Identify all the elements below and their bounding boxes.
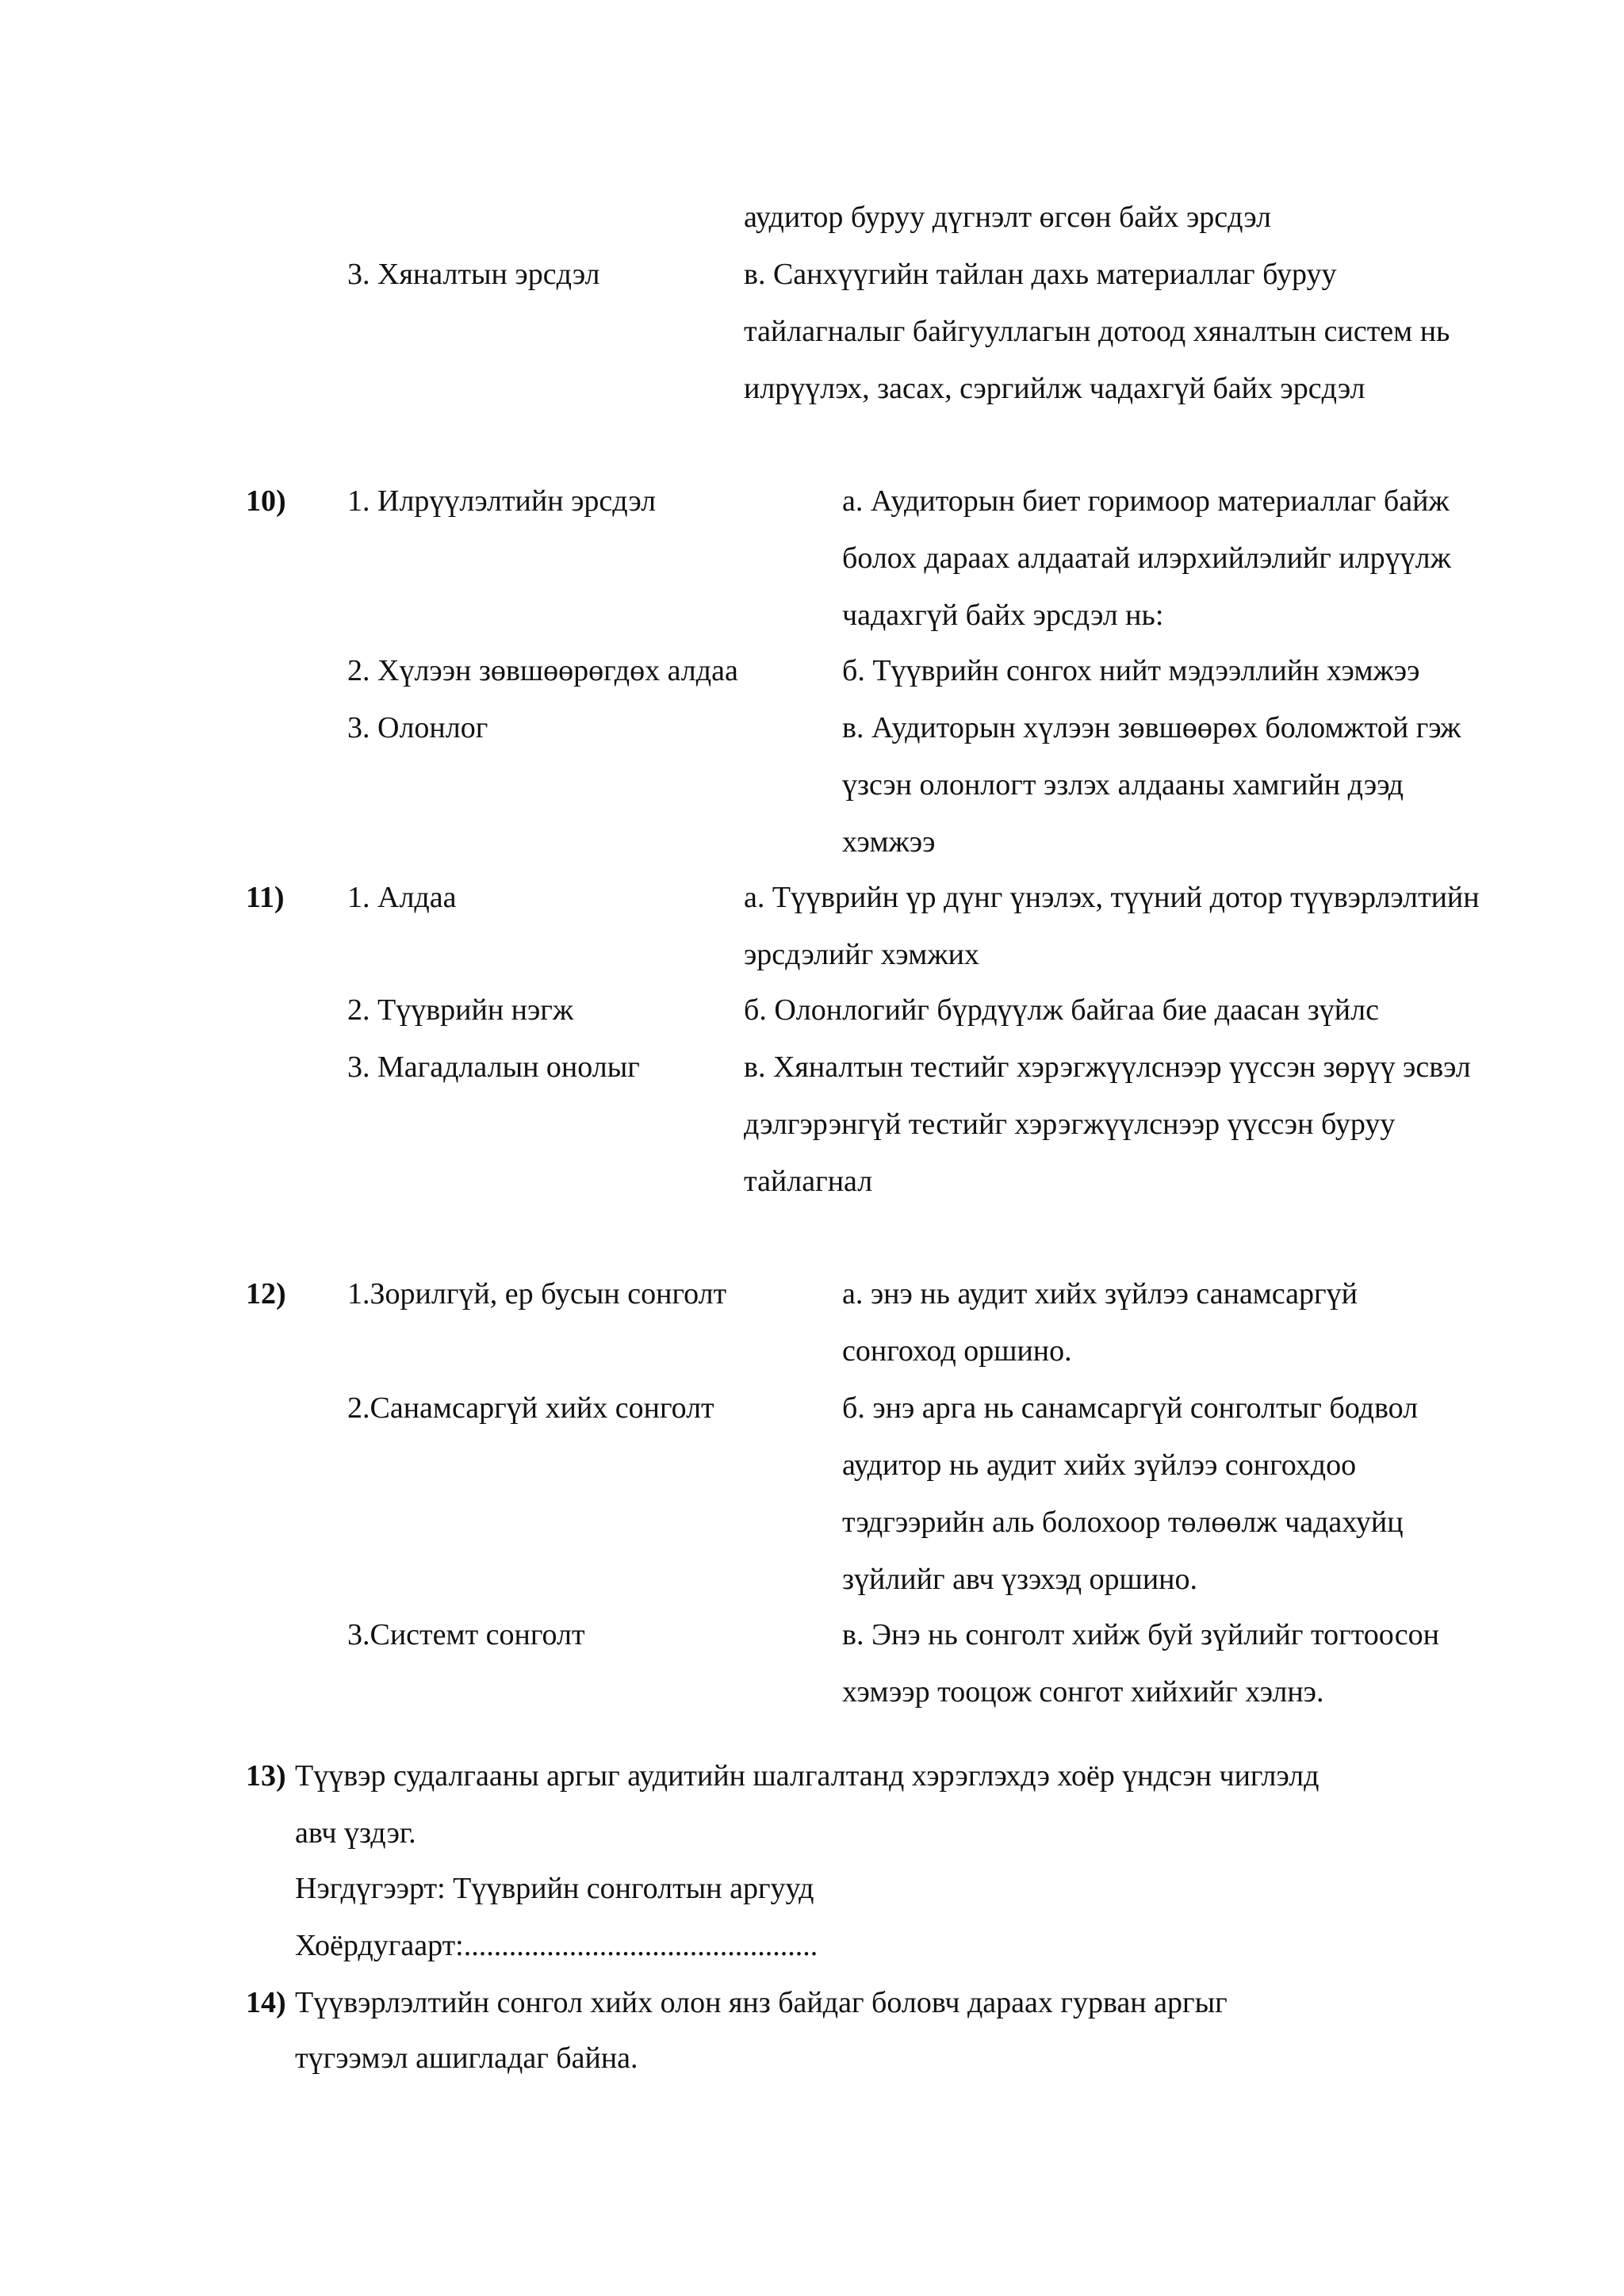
question-number: 12)	[246, 1277, 286, 1311]
item-right-line: илрүүлэх, засах, сэргийлж чадахгүй байх эрсдэл	[744, 372, 1365, 405]
item-right-line: в. Санхүүгийн тайлан дахь материаллаг буруу	[744, 258, 1337, 291]
item-right-line: в. Хяналтын тестийг хэрэгжүүлснээр үүссэн зөрүү эсвэл	[744, 1050, 1471, 1084]
item-right-line: в. Аудиторын хүлээн зөвшөөрөх боломжтой гэж	[842, 711, 1461, 744]
item-left: 3. Магадлалын онолыг	[347, 1050, 640, 1084]
item-right-line: үзсэн олонлогт эзлэх алдааны хамгийн дээд	[842, 768, 1404, 802]
paragraph-line: Түүвэр судалгааны аргыг аудитийн шалгалтанд хэрэглэхдэ хоёр үндсэн чиглэлд	[295, 1759, 1320, 1793]
item-right-line: тэдгээрийн аль болохоор төлөөлж чадахуйц	[842, 1506, 1404, 1539]
paragraph-line: түгээмэл ашигладаг байна.	[295, 2042, 638, 2075]
item-left: 3. Хяналтын эрсдэл	[347, 258, 600, 291]
paragraph-line: Нэгдүгээрт: Түүврийн сонголтын аргууд	[295, 1872, 814, 1905]
item-right-line: тайлагналыг байгууллагын дотоод хяналтын систем нь	[744, 315, 1450, 348]
item-left: 3.Системт сонголт	[347, 1618, 585, 1651]
item-left: 1. Илрүүлэлтийн эрсдэл	[347, 484, 657, 518]
item-right-line: сонгоход оршино.	[842, 1334, 1072, 1368]
item-right-line: аудитор нь аудит хийх зүйлээ сонгохдоо	[842, 1448, 1357, 1482]
paragraph-line: Хоёрдугаарт:...............................................	[295, 1929, 818, 1962]
question-number: 11)	[246, 881, 285, 914]
item-left: 3. Олонлог	[347, 711, 488, 744]
item-right-line: болох дараах алдаатай илэрхийлэлийг илрүүлж	[842, 541, 1451, 575]
continuation-text: аудитор буруу дүгнэлт өгсөн байх эрсдэл	[744, 201, 1272, 234]
item-left: 1. Алдаа	[347, 881, 457, 914]
item-right-line: дэлгэрэнгүй тестийг хэрэгжүүлснээр үүссэн буруу	[744, 1108, 1396, 1141]
question-number: 10)	[246, 484, 286, 518]
item-right-line: чадахгүй байх эрсдэл нь:	[842, 599, 1164, 632]
item-right-line: а. Аудиторын биет горимоор материаллаг байж	[842, 484, 1450, 518]
item-right-line: а. энэ нь аудит хийх зүйлээ санамсаргүй	[842, 1277, 1358, 1311]
item-right-line: эрсдэлийг хэмжих	[744, 938, 979, 971]
paragraph-line: Түүвэрлэлтийн сонгол хийх олон янз байдаг боловч дараах гурван аргыг	[295, 1986, 1228, 2019]
item-left: 2. Хүлээн зөвшөөрөгдөх алдаа	[347, 654, 738, 687]
item-right-line: тайлагнал	[744, 1165, 873, 1198]
paragraph-line: авч үздэг.	[295, 1816, 416, 1850]
item-right-line: хэмээр тооцож сонгот хийхийг хэлнэ.	[842, 1675, 1324, 1709]
item-left: 1.Зорилгүй, ер бусын сонголт	[347, 1277, 727, 1311]
question-number: 13)	[246, 1759, 286, 1793]
item-right-line: в. Энэ нь сонголт хийж буй зүйлийг тогтоосон	[842, 1618, 1439, 1651]
item-right-line: б. энэ арга нь санамсаргүй сонголтыг бодвол	[842, 1391, 1419, 1425]
question-number: 14)	[246, 1986, 286, 2019]
item-right-line: зүйлийг авч үзэхэд оршино.	[842, 1563, 1197, 1596]
item-right-line: а. Түүврийн үр дүнг үнэлэх, түүний дотор түүвэрлэлтийн	[744, 881, 1480, 914]
item-right-line: хэмжээ	[842, 825, 936, 859]
item-left: 2.Санамсаргүй хийх сонголт	[347, 1391, 714, 1425]
item-right-line: б. Олонлогийг бүрдүүлж байгаа бие даасан зүйлс	[744, 993, 1379, 1027]
item-left: 2. Түүврийн нэгж	[347, 993, 574, 1027]
item-right-line: б. Түүврийн сонгох нийт мэдээллийн хэмжээ	[842, 654, 1420, 687]
